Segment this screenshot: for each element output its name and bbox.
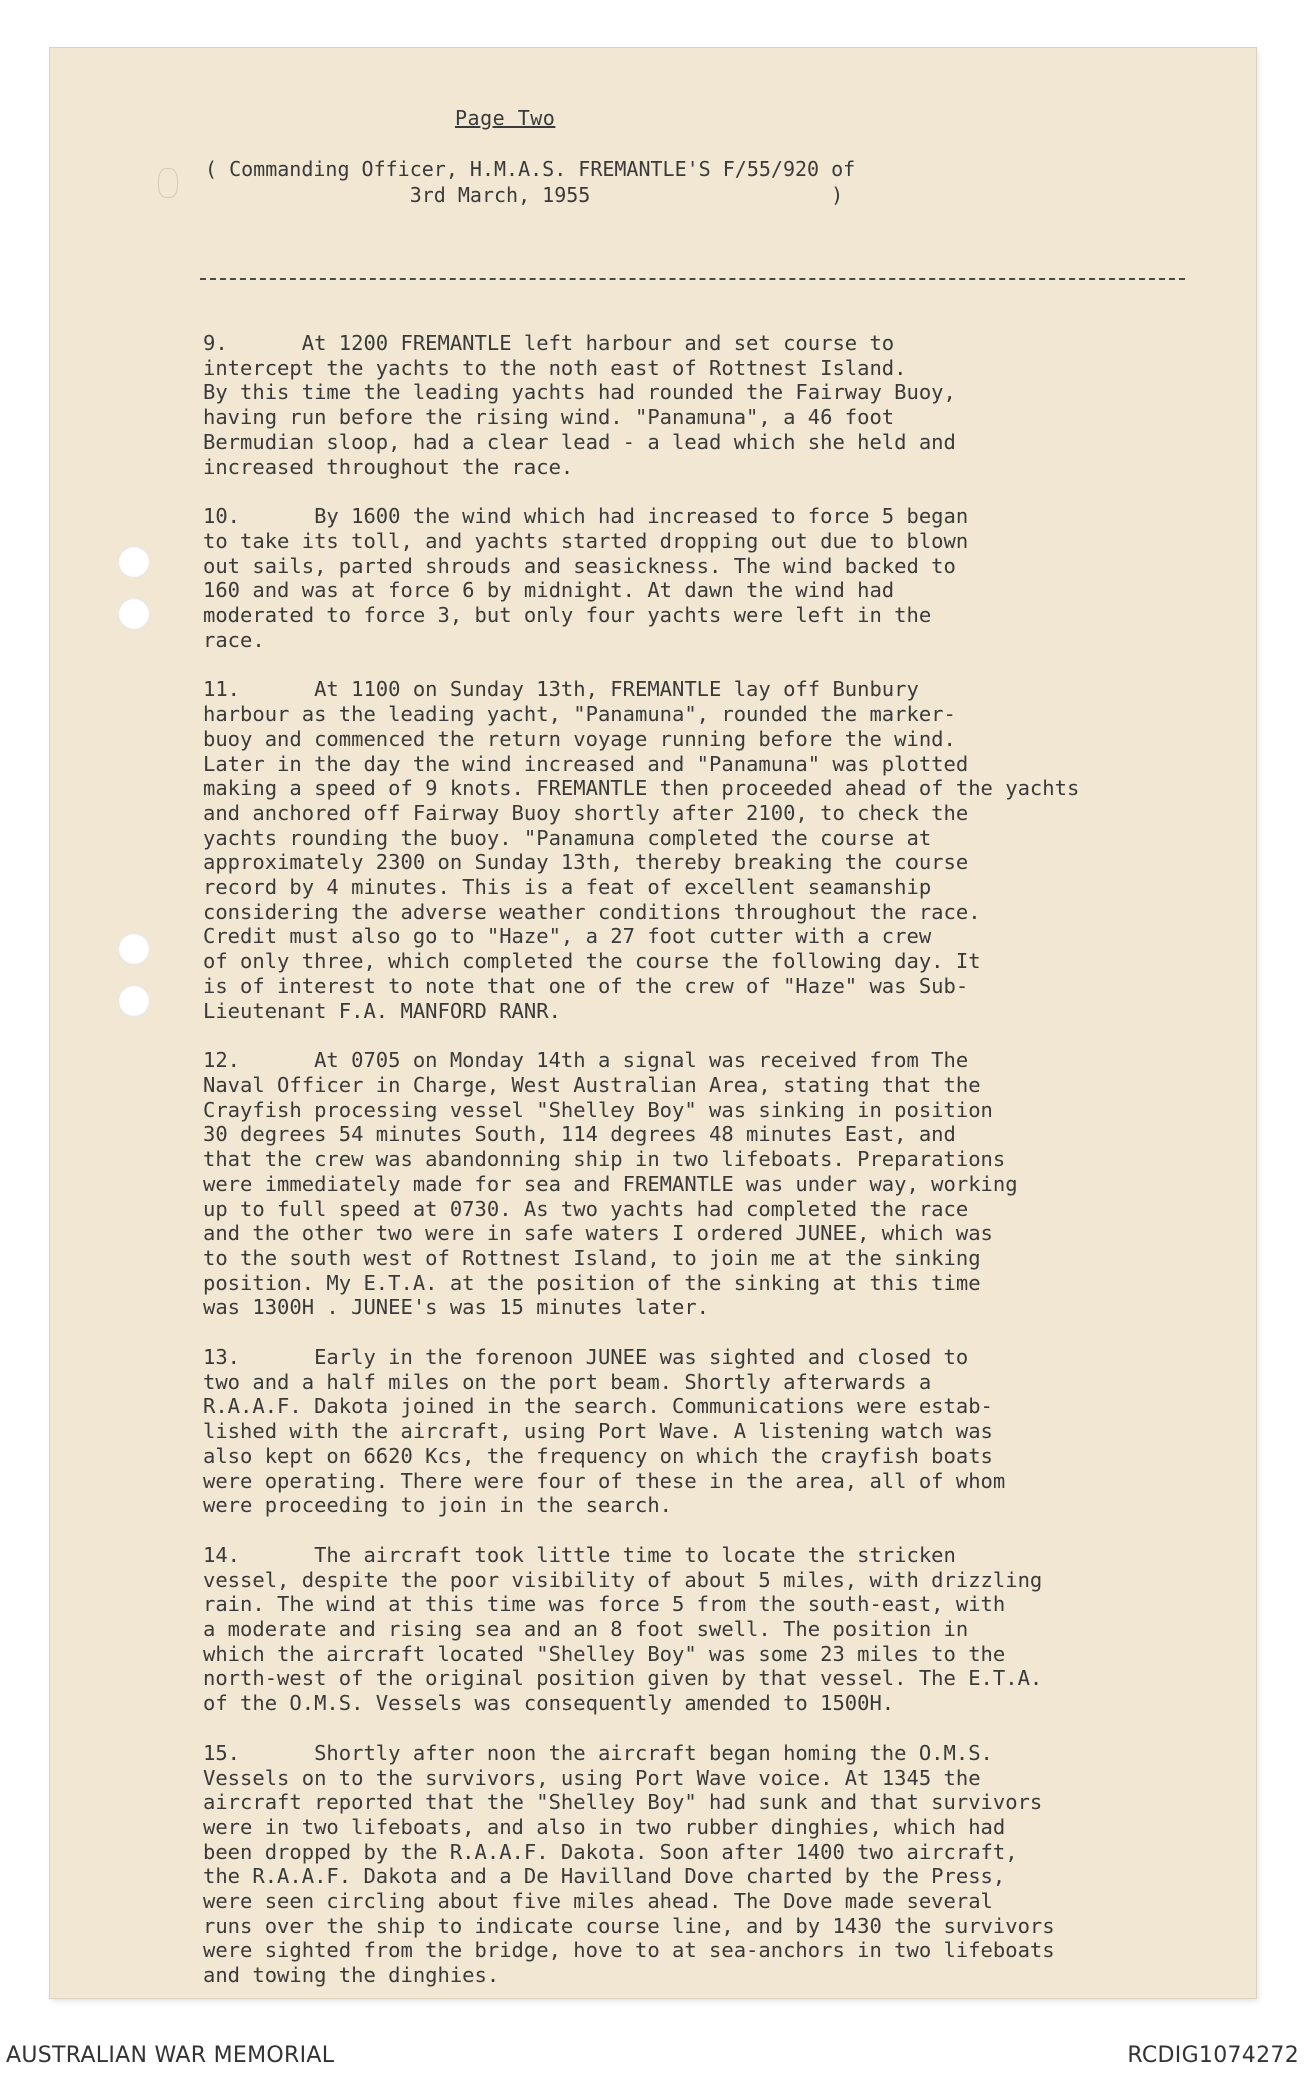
document-body [203, 331, 1303, 2013]
paragraph-12: 12. At 0705 on Monday 14th a signal was received from The Naval Officer in Charge, West Australian Area, stating that the Crayfish processing vessel "Shelley Boy" was sinking in position 30 degrees 54 minutes South, 114 degrees 48 minutes East, and that the crew was abandonning ship in two lifeboats. Preparations were immediately made for sea and FREMANTLE was under way, working up to full speed at 0730. As two yachts had completed the race and the other two were in safe waters I ordered JUNEE, which was to the south west of Rottnest Island, to join me at the sinking position. My E.T.A. at the position of the sinking at this time was 1300H . JUNEE's was 15 minutes later. [203, 1048, 1018, 1320]
dashed-divider [200, 278, 1185, 280]
paper-mark [158, 168, 178, 198]
document-page [50, 48, 1256, 1998]
punch-hole [118, 985, 150, 1017]
paragraph-15: 15. Shortly after noon the aircraft began homing the O.M.S. Vessels on to the survivors, using Port Wave voice. At 1345 the aircraft reported that the "Shelley Boy" had sunk and that survivors were in two lifeboats, and also in two rubber dinghies, which had been dropped by the R.A.A.F. Dakota. Soon after 1400 two aircraft, the R.A.A.F. Dakota and a De Havilland Dove charted by the Press, were seen circling about five miles ahead. The Dove made several runs over the ship to indicate course line, and by 1430 the survivors were sighted from the bridge, hove to at sea-anchors in two lifeboats and towing the dinghies. [203, 1740, 1055, 1988]
reference-line: ( Commanding Officer, H.M.A.S. FREMANTLE'S F/55/920 of 3rd March, 1955 ) [205, 157, 856, 207]
paragraph-9: 9. At 1200 FREMANTLE left harbour and set course to intercept the yachts to the noth east of Rottnest Island. By this time the leading yachts had rounded the Fairway Buoy, having run before the rising wind. "Panamuna", a 46 foot Bermudian sloop, had a clear lead - a lead which she held and increased throughout the race. [203, 331, 956, 479]
punch-hole [118, 598, 150, 630]
page-heading: Page Two [455, 106, 556, 130]
archive-identifier: RCDIG1074272 [1127, 2043, 1299, 2068]
paragraph-10: 10. By 1600 the wind which had increased to force 5 began to take its toll, and yachts started dropping out due to blown out sails, parted shrouds and seasickness. The wind backed to 160 and was at force 6 by midnight. At dawn the wind had moderated to force 3, but only four yachts were left in the race. [203, 504, 969, 652]
archive-credit: AUSTRALIAN WAR MEMORIAL [6, 2043, 335, 2068]
punch-hole [118, 546, 150, 578]
paragraph-14: 14. The aircraft took little time to locate the stricken vessel, despite the poor visibility of about 5 miles, with drizzling rain. The wind at this time was force 5 from the south-east, with a moderate and rising sea and an 8 foot swell. The position in which the aircraft located "Shelley Boy" was some 23 miles to the north-west of the original position given by that vessel. The E.T.A. of the O.M.S. Vessels was consequently amended to 1500H. [203, 1542, 1043, 1716]
paragraph-13: 13. Early in the forenoon JUNEE was sighted and closed to two and a half miles on the port beam. Shortly afterwards a R.A.A.F. Dakota joined in the search. Communications were estab- lished with the aircraft, using Port Wave. A listening watch was also kept on 6620 Kcs, the frequency on which the crayfish boats were operating. There were four of these in the area, all of whom were proceeding to join in the search. [203, 1345, 1006, 1518]
paragraph-11: 11. At 1100 on Sunday 13th, FREMANTLE lay off Bunbury harbour as the leading yacht, "Panamuna", rounded the marker- buoy and commenced the return voyage running before the wind. Later in the day the wind increased and "Panamuna" was plotted making a speed of 9 knots. FREMANTLE then proceeded ahead of the yachts and anchored off Fairway Buoy shortly after 2100, to check the yachts rounding the buoy. "Panamuna completed the course at approximately 2300 on Sunday 13th, thereby breaking the course record by 4 minutes. This is a feat of excellent seamanship considering the adverse weather conditions throughout the race. Credit must also go to "Haze", a 27 foot cutter with a crew of only three, which completed the course the following day. It is of interest to note that one of the crew of "Haze" was Sub- Lieutenant F.A. MANFORD RANR. [203, 677, 1080, 1023]
punch-hole [118, 933, 150, 965]
